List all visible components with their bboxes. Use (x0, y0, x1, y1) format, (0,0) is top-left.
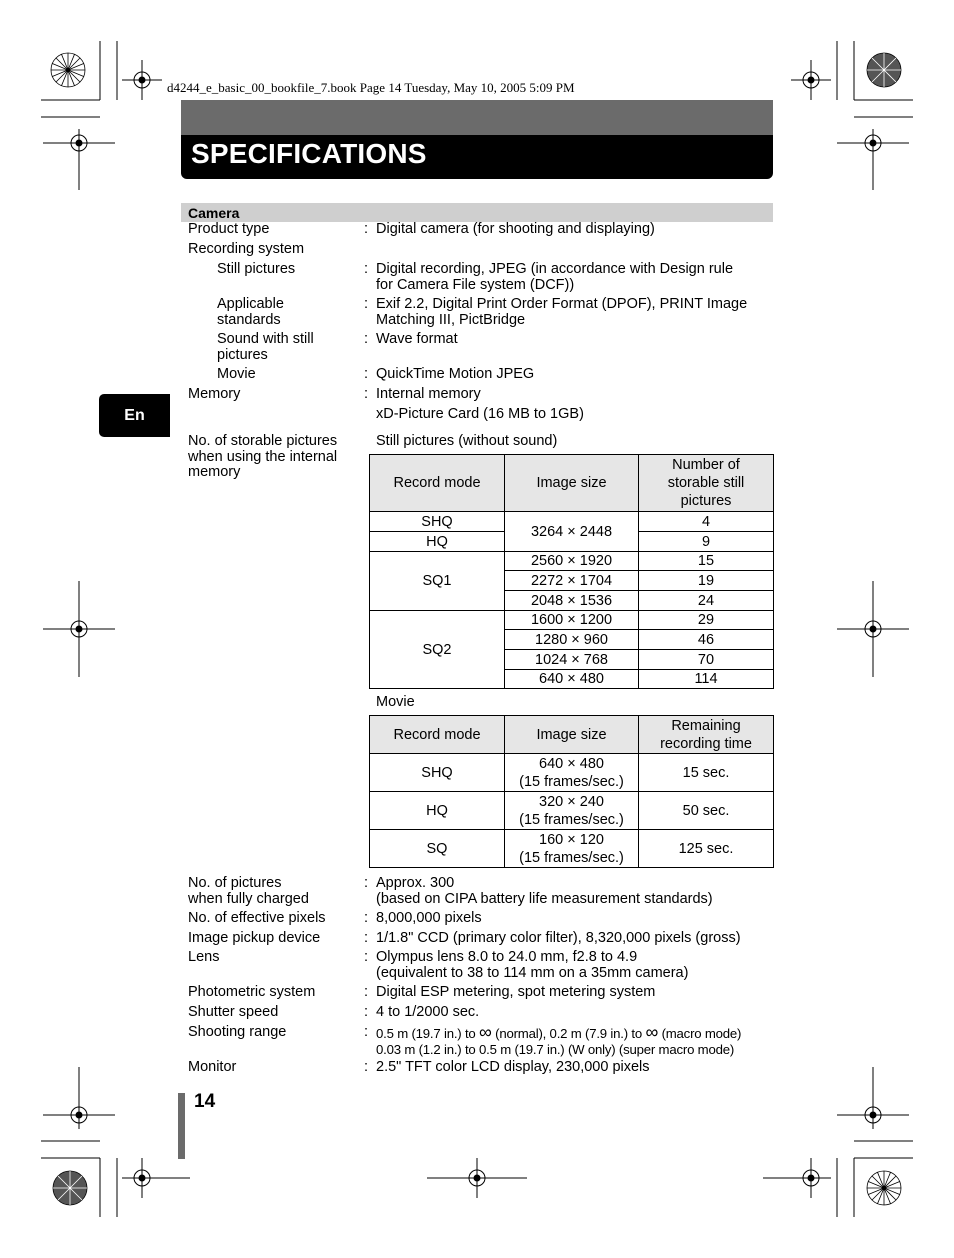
storable-label-line1: No. of storable pictures (188, 433, 338, 449)
header-recording-time: Remaining recording time (639, 716, 774, 754)
count-cell: 4 (639, 512, 774, 532)
still-pictures-label: Still pictures (217, 261, 296, 277)
table-row (370, 552, 774, 571)
product-type-value: Digital camera (for shooting and displaying) (376, 221, 655, 237)
memory-value-line1: Internal memory (376, 386, 481, 402)
storable-label (188, 434, 337, 481)
monitor-label: Monitor (188, 1059, 237, 1075)
image-size-cell: 2560 × 1920 (505, 552, 639, 571)
colon: : (364, 984, 369, 1000)
applicable-standards-label-line2: standards (217, 311, 281, 328)
title-band-top (181, 100, 773, 135)
effective-pixels-value: 8,000,000 pixels (376, 910, 482, 926)
memory-value (376, 387, 584, 422)
pictures-charged-value (376, 876, 713, 907)
storable-label-line2: when using the internal (188, 448, 338, 465)
storable-label-line3: memory (188, 464, 241, 480)
image-size-cell: 1280 × 960 (505, 630, 639, 650)
colon: : (364, 296, 369, 312)
page-bar (178, 1093, 185, 1159)
image-size-cell (505, 792, 639, 830)
header-image-size: Image size (505, 455, 639, 512)
record-mode-cell: SQ (370, 830, 505, 868)
frame-rate: (15 frames/sec.) (519, 811, 624, 828)
count-cell: 29 (639, 611, 774, 630)
movie-value: QuickTime Motion JPEG (376, 366, 535, 382)
count-cell: 24 (639, 591, 774, 611)
shooting-range-value-line2: 0.03 m (1.2 in.) to 0.5 m (19.7 in.) (W only) (super macro mode) (376, 1041, 735, 1057)
memory-value-line2: xD-Picture Card (16 MB to 1GB) (376, 405, 584, 422)
record-mode-cell: SHQ (370, 754, 505, 792)
image-size-cell: 1600 × 1200 (505, 611, 639, 630)
lens-value-line1: Olympus lens 8.0 to 24.0 mm, f2.8 to 4.9 (376, 949, 638, 965)
effective-pixels-label: No. of effective pixels (188, 910, 326, 926)
range-part: (normal), 0.2 m (7.9 in.) to (495, 1026, 642, 1041)
image-size-cell: 640 × 480 (505, 670, 639, 689)
applicable-standards-label (217, 297, 284, 328)
pictures-charged-label-line1: No. of pictures (188, 875, 282, 891)
colon: : (364, 1059, 369, 1075)
still-table-heading: Still pictures (without sound) (376, 433, 558, 449)
lens-value (376, 950, 688, 981)
language-tab (99, 394, 170, 437)
table-row (370, 792, 774, 830)
file-header: d4244_e_basic_00_bookfile_7.book Page 14 Tuesday, May 10, 2005 5:09 PM (167, 80, 575, 95)
sound-label-line2: pictures (217, 346, 268, 363)
shutter-value: 4 to 1/2000 sec. (376, 1004, 480, 1020)
colon: : (364, 1004, 369, 1020)
table-row (370, 512, 774, 532)
still-pictures-value (376, 262, 733, 293)
record-mode-cell: SHQ (370, 512, 505, 532)
colon: : (364, 221, 369, 237)
record-mode-cell: HQ (370, 792, 505, 830)
memory-label: Memory (188, 386, 241, 402)
shooting-range-label: Shooting range (188, 1024, 287, 1040)
time-cell: 50 sec. (639, 792, 774, 830)
image-size-cell: 1024 × 768 (505, 650, 639, 670)
colon: : (364, 331, 369, 347)
time-cell: 15 sec. (639, 754, 774, 792)
applicable-standards-label-line1: Applicable (217, 296, 284, 312)
product-type-label: Product type (188, 221, 270, 237)
sound-label-line1: Sound with still (217, 331, 314, 347)
movie-table (369, 715, 774, 868)
count-cell: 15 (639, 552, 774, 571)
pictures-charged-value-line1: Approx. 300 (376, 875, 455, 891)
frame-rate: (15 frames/sec.) (519, 849, 624, 866)
table-row (370, 754, 774, 792)
image-size-cell: 2048 × 1536 (505, 591, 639, 611)
pickup-device-label: Image pickup device (188, 930, 321, 946)
applicable-standards-value-line1: Exif 2.2, Digital Print Order Format (DPOF), PRINT Image (376, 296, 748, 312)
movie-table-heading: Movie (376, 694, 415, 710)
count-cell: 70 (639, 650, 774, 670)
count-cell: 46 (639, 630, 774, 650)
pictures-charged-label-line2: when fully charged (188, 890, 309, 907)
applicable-standards-value (376, 297, 747, 328)
photometric-label: Photometric system (188, 984, 316, 1000)
header-record-mode: Record mode (370, 716, 505, 754)
image-size-cell: 3264 × 2448 (505, 512, 639, 552)
colon: : (364, 366, 369, 382)
image-size-cell (505, 754, 639, 792)
sound-label (217, 332, 314, 363)
colon: : (364, 386, 369, 402)
image-size: 320 × 240 (539, 793, 604, 810)
range-part: 0.5 m (19.7 in.) to (376, 1026, 476, 1041)
header-record-mode: Record mode (370, 455, 505, 512)
shutter-label: Shutter speed (188, 1004, 279, 1020)
image-size-cell (505, 830, 639, 868)
still-pictures-value-line2: for Camera File system (DCF)) (376, 276, 575, 293)
still-pictures-value-line1: Digital recording, JPEG (in accordance with Design rule (376, 261, 734, 277)
still-pictures-table (369, 454, 774, 689)
time-cell: 125 sec. (639, 830, 774, 868)
record-mode-cell: SQ2 (370, 611, 505, 689)
infinity-icon: ∞ (479, 1022, 492, 1042)
colon: : (364, 930, 369, 946)
monitor-value: 2.5" TFT color LCD display, 230,000 pixels (376, 1059, 650, 1075)
colon: : (364, 910, 369, 926)
page-title: SPECIFICATIONS (191, 138, 427, 169)
colon: : (364, 875, 369, 891)
image-size: 640 × 480 (539, 755, 604, 772)
sound-value: Wave format (376, 331, 458, 347)
header-storable-count: Number of storable still pictures (639, 455, 774, 512)
pickup-device-value: 1/1.8" CCD (primary color filter), 8,320,000 pixels (gross) (376, 930, 741, 946)
range-part: (macro mode) (661, 1026, 742, 1041)
image-size-cell: 2272 × 1704 (505, 571, 639, 591)
language-tab-label: En (124, 406, 145, 424)
header-image-size: Image size (505, 716, 639, 754)
frame-rate: (15 frames/sec.) (519, 773, 624, 790)
colon: : (364, 1024, 369, 1040)
shooting-range-value (376, 1022, 742, 1057)
record-mode-cell: SQ1 (370, 552, 505, 611)
section-heading: Camera (188, 205, 240, 221)
page-number: 14 (194, 1091, 216, 1112)
record-mode-cell: HQ (370, 532, 505, 552)
count-cell: 114 (639, 670, 774, 689)
lens-label: Lens (188, 949, 220, 965)
section-bar (181, 203, 773, 222)
colon: : (364, 949, 369, 965)
pictures-charged-label (188, 876, 309, 907)
image-size: 160 × 120 (539, 831, 604, 848)
lens-value-line2: (equivalent to 38 to 114 mm on a 35mm camera) (376, 964, 689, 981)
count-cell: 9 (639, 532, 774, 552)
photometric-value: Digital ESP metering, spot metering system (376, 984, 656, 1000)
movie-label: Movie (217, 366, 256, 382)
applicable-standards-value-line2: Matching III, PictBridge (376, 311, 526, 328)
shooting-range-value-line1 (376, 1022, 742, 1042)
table-row (370, 830, 774, 868)
count-cell: 19 (639, 571, 774, 591)
infinity-icon: ∞ (645, 1022, 659, 1042)
colon: : (364, 261, 369, 277)
pictures-charged-value-line2: (based on CIPA battery life measurement standards) (376, 890, 713, 907)
table-row (370, 611, 774, 630)
recording-system-label: Recording system (188, 241, 305, 257)
